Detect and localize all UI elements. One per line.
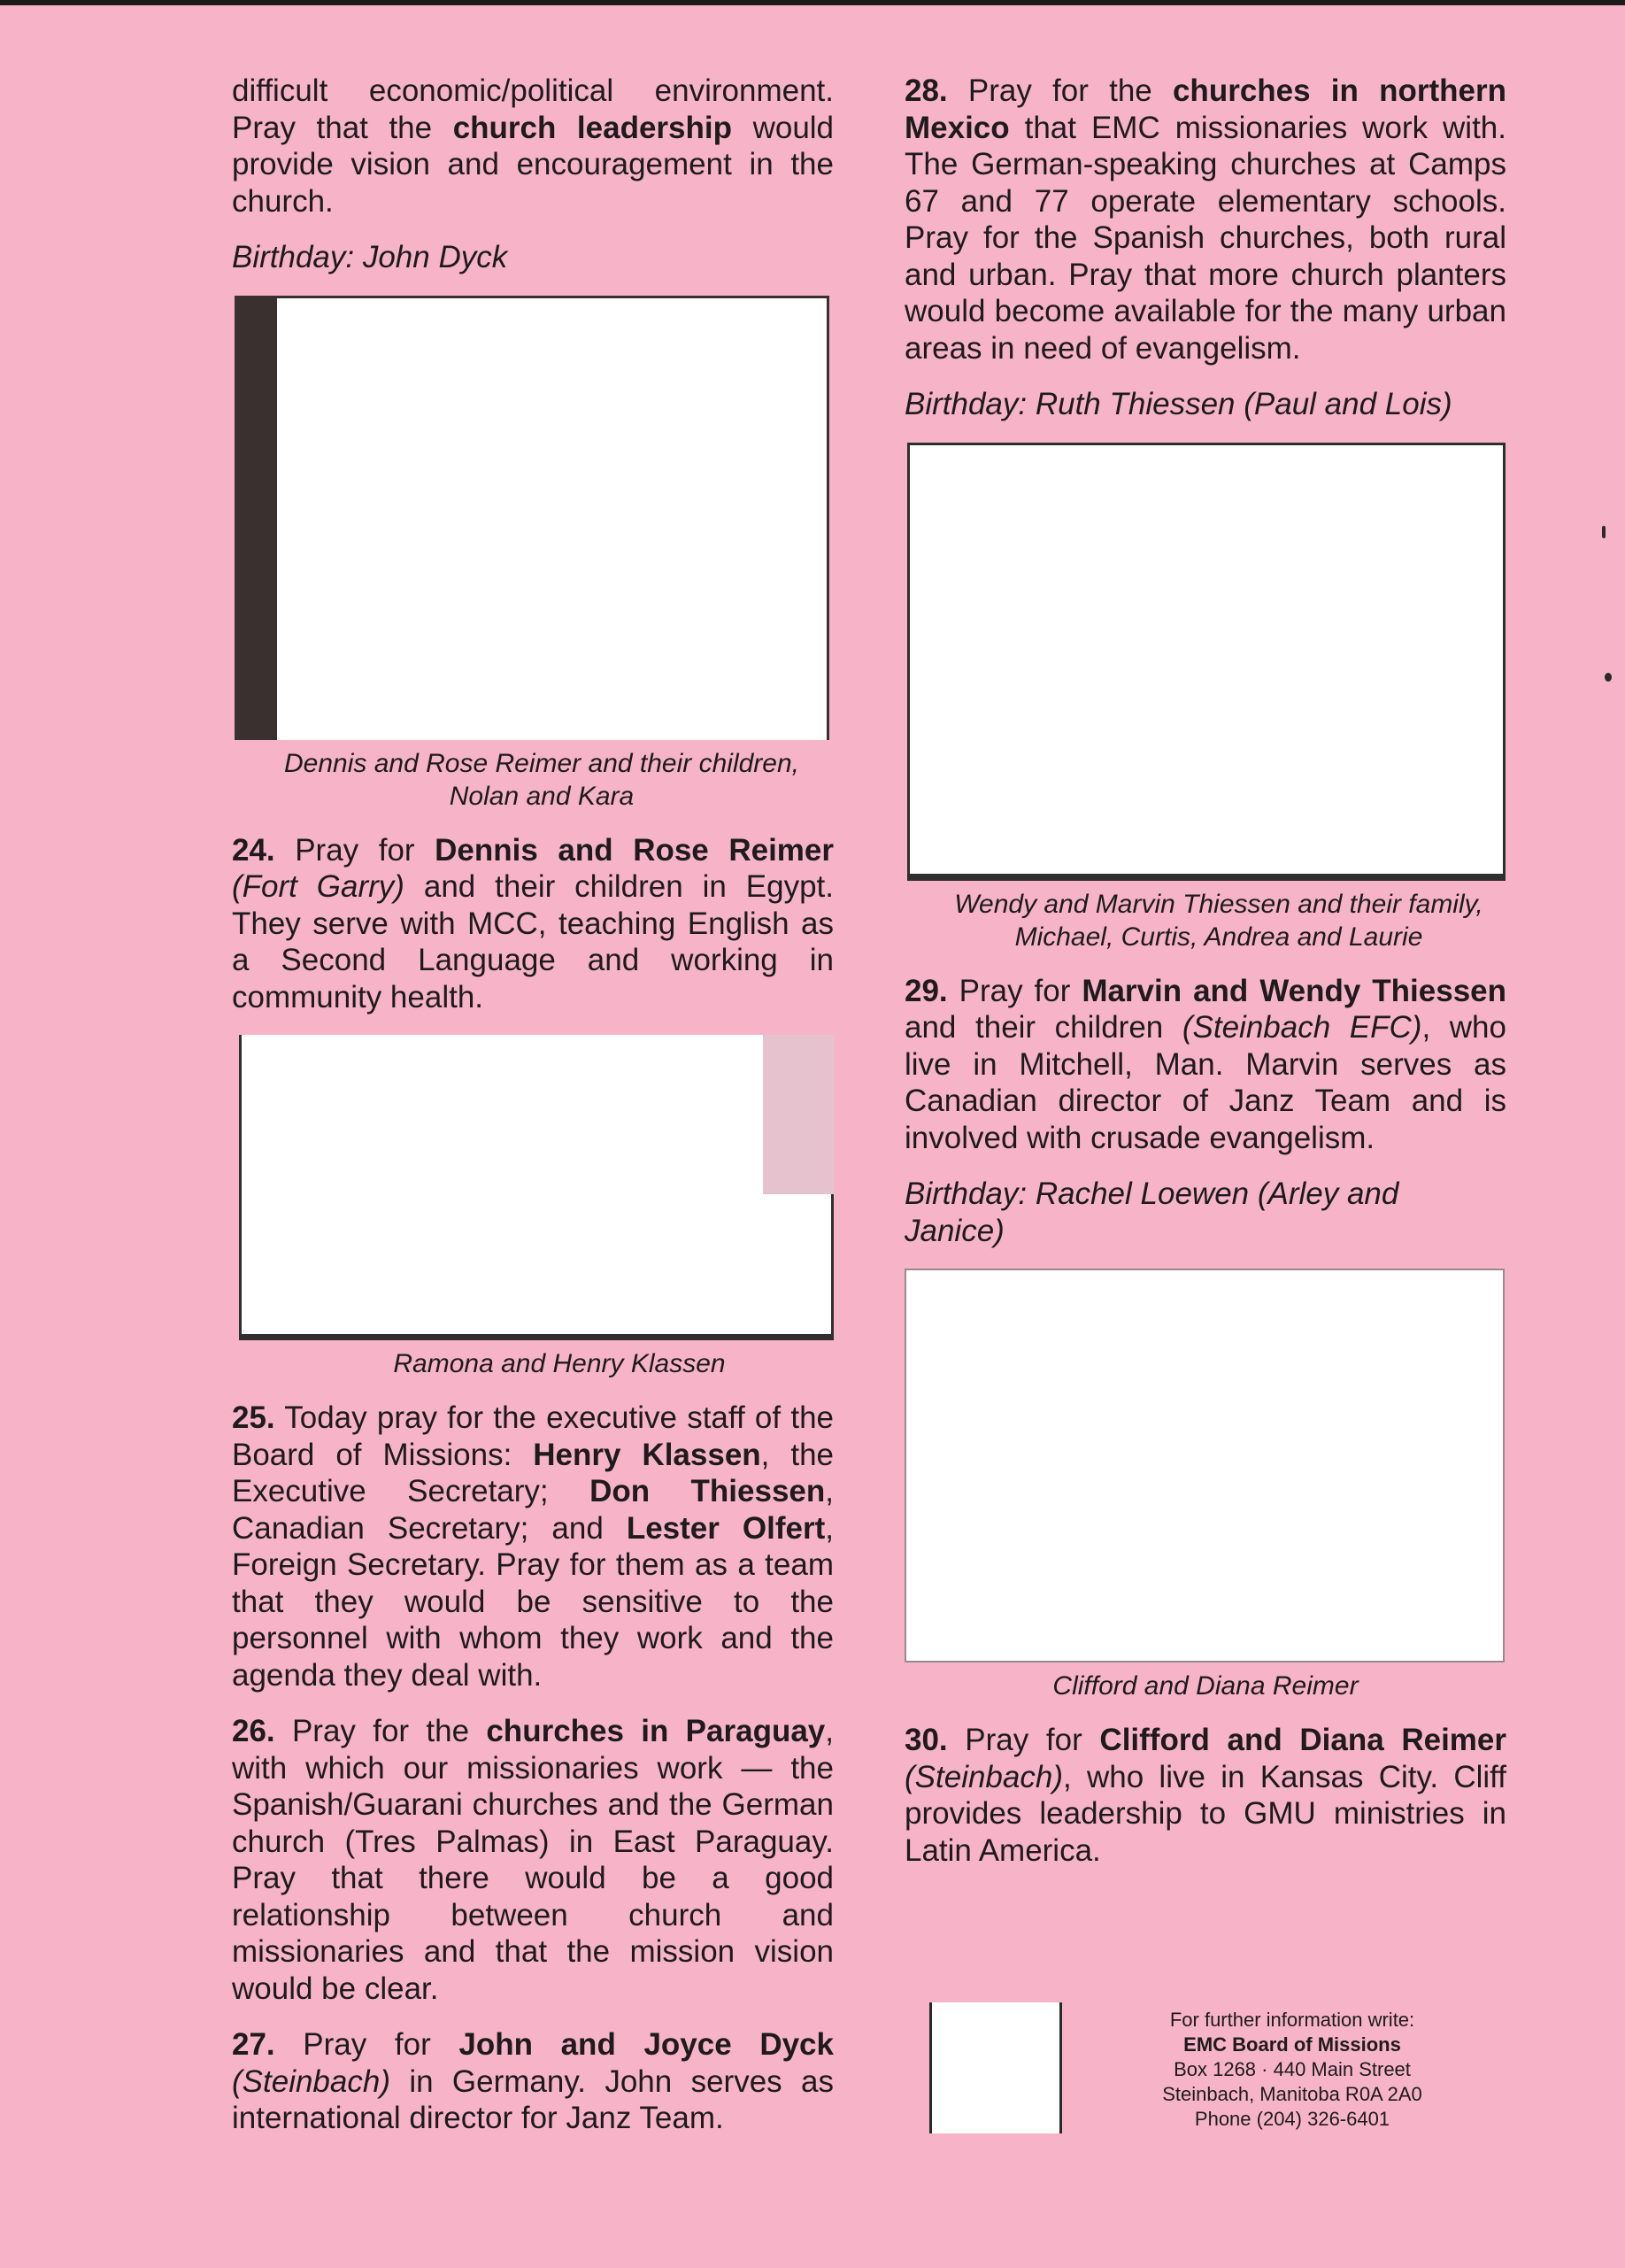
scan-mark-2 — [1605, 673, 1612, 682]
item-30-bold: Clifford and Diana Reimer — [1099, 1723, 1506, 1757]
role-1: , the Executive Secretary; — [232, 1437, 834, 1508]
intro-text: difficult economic/political environment. Pray that the — [232, 73, 834, 145]
item-30-pre: Pray for — [947, 1723, 1100, 1757]
intro-paragraph — [232, 73, 834, 220]
contact-address: Box 1268 · 440 Main Street — [1174, 2058, 1411, 2080]
contact-org: EMC Board of Missions — [1183, 2033, 1401, 2056]
photo-dennis-rose-reimer — [235, 296, 829, 740]
item-26-number: 26. — [232, 1714, 275, 1748]
item-30 — [905, 1722, 1506, 1869]
item-27-number: 27. — [232, 2027, 275, 2062]
intro-rest: would provide vision and encouragement in the church. — [232, 110, 835, 219]
scan-mark-1 — [1602, 526, 1606, 538]
item-29-pre-italic: and their children — [905, 1010, 1182, 1045]
item-24 — [232, 832, 834, 1016]
emc-logo — [929, 2002, 1062, 2133]
item-28-number: 28. — [905, 73, 948, 108]
item-29-italic: (Steinbach EFC) — [1182, 1010, 1422, 1045]
item-26-rest: , with which our missionaries work — the Spanish/Guarani churches and the German church (Tres Palmas) in East Paraguay. Pray that there would be a good relationship between church and missionaries and that the mission vision would be clear. — [232, 1714, 834, 2006]
item-30-italic: (Steinbach) — [905, 1759, 1063, 1794]
photo-ramona-henry-klassen — [239, 1035, 834, 1340]
item-27-bold: John and Joyce Dyck — [458, 2027, 834, 2062]
item-26-bold: churches in Paraguay — [486, 1714, 826, 1748]
item-30-number: 30. — [905, 1723, 948, 1757]
item-24-bold: Dennis and Rose Reimer — [435, 832, 835, 868]
item-27-pre: Pray for — [274, 2027, 459, 2062]
birthday-ruth-thiessen: Birthday: Ruth Thiessen (Paul and Lois) — [905, 387, 1452, 421]
item-25-number: 25. — [232, 1400, 275, 1435]
item-29-bold: Marvin and Wendy Thiessen — [1082, 973, 1506, 1008]
item-29-pre: Pray for — [947, 973, 1082, 1008]
contact-info — [1089, 2008, 1496, 2132]
item-25 — [232, 1400, 834, 1693]
contact-block — [929, 2002, 1513, 2135]
name-lester-olfert: Lester Olfert — [626, 1510, 826, 1546]
birthday-rachel-loewen: Birthday: Rachel Loewen (Arley and Janice) — [905, 1176, 1399, 1248]
photo-clifford-diana-reimer — [905, 1269, 1505, 1662]
item-30-rest: , who live in Kansas City. Cliff provides leadership to GMU ministries in Latin America. — [905, 1759, 1506, 1868]
item-29-number: 29. — [905, 973, 948, 1008]
photo-torn-corner — [763, 1035, 834, 1194]
item-29 — [905, 973, 1506, 1157]
left-column — [232, 73, 834, 2156]
name-don-thiessen: Don Thiessen — [589, 1474, 826, 1508]
caption-dennis-rose-reimer: Dennis and Rose Reimer and their children, Nolan and Kara — [284, 748, 799, 811]
role-2: , Canadian Secretary; and — [232, 1474, 834, 1546]
item-26-pre: Pray for the — [274, 1714, 487, 1748]
caption-ramona-henry-klassen: Ramona and Henry Klassen — [393, 1349, 726, 1378]
intro-bold: church leadership — [452, 110, 733, 145]
item-24-pre: Pray for — [274, 832, 435, 868]
item-25-pre: Today pray for the executive staff of the Board of Missions: — [232, 1400, 834, 1472]
caption-thiessen-family: Wendy and Marvin Thiessen and their family, Michael, Curtis, Andrea and Laurie — [954, 889, 1483, 952]
item-27-italic: (Steinbach) — [232, 2064, 390, 2099]
item-24-rest: and their children in Egypt. They serve with MCC, teaching English as a Second Language and working in community health. — [232, 869, 835, 1014]
item-24-number: 24. — [232, 832, 275, 868]
item-25-rest: , Foreign Secretary. Pray for them as a team that they would be sensitive to the personnel with whom they work and the agenda they deal with. — [232, 1510, 834, 1693]
caption-clifford-diana-reimer: Clifford and Diana Reimer — [1052, 1671, 1359, 1701]
item-24-italic: (Fort Garry) — [232, 869, 404, 904]
item-28-pre: Pray for the — [947, 73, 1173, 108]
item-28-rest: that EMC missionaries work with. The German-speaking churches at Camps 67 and 77 operate elementary schools. Pray for the Spanish churches, both rural and urban. Pray that more church planters would become available for the many urban areas in need of evangelism. — [905, 110, 1506, 366]
photo-thiessen-family — [907, 443, 1506, 881]
item-28 — [905, 73, 1506, 366]
name-henry-klassen: Henry Klassen — [533, 1437, 761, 1472]
item-27 — [232, 2026, 834, 2137]
contact-line-1: For further information write: — [1169, 2009, 1415, 2031]
right-column — [905, 73, 1506, 1888]
item-26 — [232, 1713, 834, 2007]
birthday-john-dyck: Birthday: John Dyck — [232, 240, 508, 274]
top-border — [0, 0, 1625, 5]
item-29-rest: , who live in Mitchell, Man. Marvin serves as Canadian director of Janz Team and is involved with crusade evangelism. — [905, 1010, 1506, 1155]
item-28-bold: churches in northern Mexico — [905, 73, 1506, 145]
contact-phone: Phone (204) 326-6401 — [1194, 2108, 1390, 2130]
contact-city: Steinbach, Manitoba R0A 2A0 — [1162, 2083, 1422, 2105]
item-27-rest: in Germany. John serves as international director for Janz Team. — [232, 2064, 834, 2135]
